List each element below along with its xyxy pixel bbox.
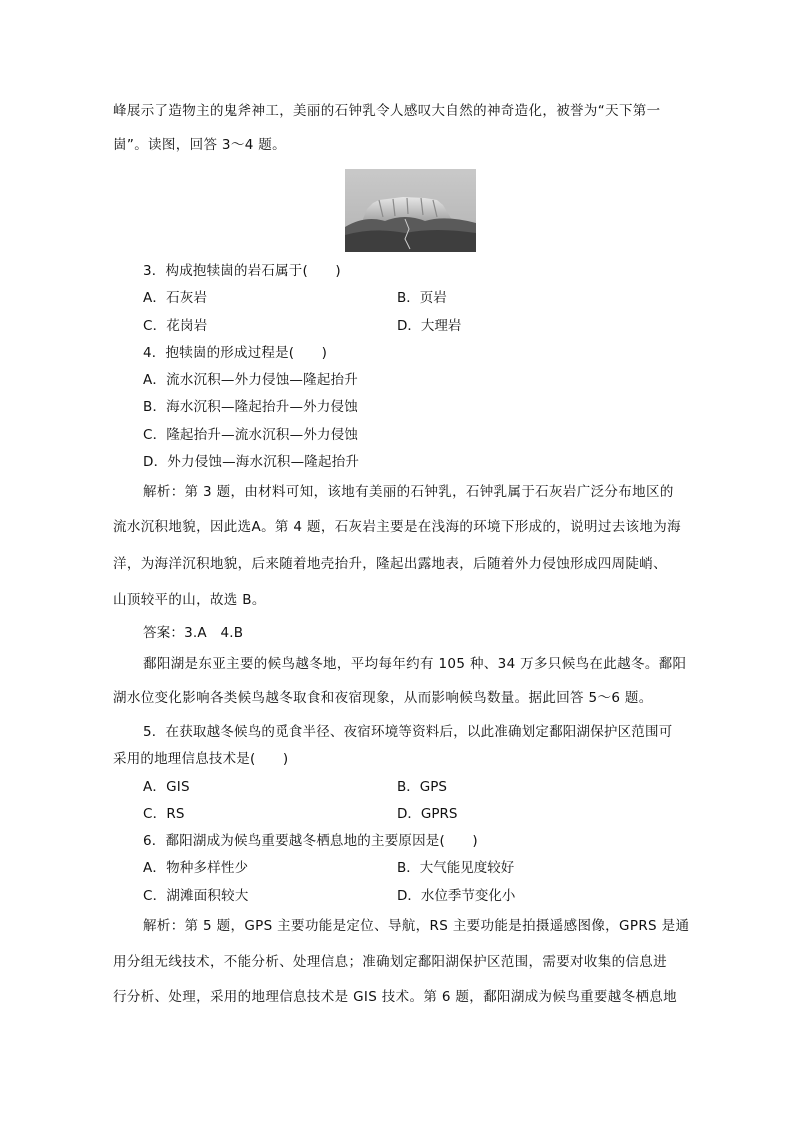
q5-option-b: B．GPS	[397, 779, 447, 795]
q4-option-a: A．流水沉积—外力侵蚀—隆起抬升	[143, 372, 358, 388]
q3-option-c: C．花岗岩	[143, 318, 208, 334]
analysis2-line-2: 用分组无线技术，不能分析、处理信息；准确划定鄱阳湖保护区范围，需要对收集的信息进	[113, 954, 667, 970]
q3-stem: 3．构成抱犊崮的岩石属于( )	[143, 263, 341, 279]
q3-option-b: B．页岩	[397, 290, 447, 306]
q6-option-a: A．物种多样性少	[143, 860, 249, 876]
answer-3-4: 答案：3.A 4.B	[143, 625, 244, 641]
q6-option-c: C．湖滩面积较大	[143, 888, 249, 904]
q6-stem: 6．鄱阳湖成为候鸟重要越冬栖息地的主要原因是( )	[143, 833, 478, 849]
q6-option-d: D．水位季节变化小	[397, 888, 516, 904]
mesa-mountain-photo	[345, 169, 476, 252]
analysis1-line-3: 洋，为海洋沉积地貌，后来随着地壳抬升，隆起出露地表，后随着外力侵蚀形成四周陡峭、	[113, 556, 667, 572]
material2-line-2: 湖水位变化影响各类候鸟越冬取食和夜宿现象，从而影响候鸟数量。据此回答 5～6 题。	[113, 690, 653, 706]
analysis2-line-3: 行分析、处理，采用的地理信息技术是 GIS 技术。第 6 题，鄱阳湖成为候鸟重要越冬栖息地	[113, 989, 678, 1005]
intro-line-2: 崮”。读图，回答 3～4 题。	[113, 137, 287, 153]
analysis1-line-4: 山顶较平的山，故选 B。	[113, 592, 266, 608]
q3-option-a: A．石灰岩	[143, 290, 208, 306]
q4-option-d: D．外力侵蚀—海水沉积—隆起抬升	[143, 454, 360, 470]
q4-option-c: C．隆起抬升—流水沉积—外力侵蚀	[143, 427, 359, 443]
q6-option-b: B．大气能见度较好	[397, 860, 515, 876]
intro-line-1: 峰展示了造物主的鬼斧神工，美丽的石钟乳令人感叹大自然的神奇造化，被誉为“天下第一	[113, 103, 661, 119]
material2-line-1: 鄱阳湖是东亚主要的候鸟越冬地，平均每年约有 105 种、34 万多只候鸟在此越冬。鄱阳	[143, 656, 687, 672]
q5-option-a: A．GIS	[143, 779, 190, 795]
analysis1-line-1: 解析：第 3 题，由材料可知，该地有美丽的石钟乳，石钟乳属于石灰岩广泛分布地区的	[143, 484, 674, 500]
q5-option-c: C．RS	[143, 806, 185, 822]
analysis1-line-2: 流水沉积地貌，因此选A。第 4 题，石灰岩主要是在浅海的环境下形成的，说明过去该地为海	[113, 519, 681, 535]
q3-option-d: D．大理岩	[397, 318, 462, 334]
q5-option-d: D．GPRS	[397, 806, 458, 822]
q4-stem: 4．抱犊崮的形成过程是( )	[143, 345, 328, 361]
q5-stem-line-2: 采用的地理信息技术是( )	[113, 751, 289, 767]
q5-stem-line-1: 5．在获取越冬候鸟的觅食半径、夜宿环境等资料后，以此准确划定鄱阳湖保护区范围可	[143, 724, 673, 740]
q4-option-b: B．海水沉积—隆起抬升—外力侵蚀	[143, 399, 358, 415]
analysis2-line-1: 解析：第 5 题，GPS 主要功能是定位、导航，RS 主要功能是拍摄遥感图像，GPRS 是通	[143, 918, 690, 934]
